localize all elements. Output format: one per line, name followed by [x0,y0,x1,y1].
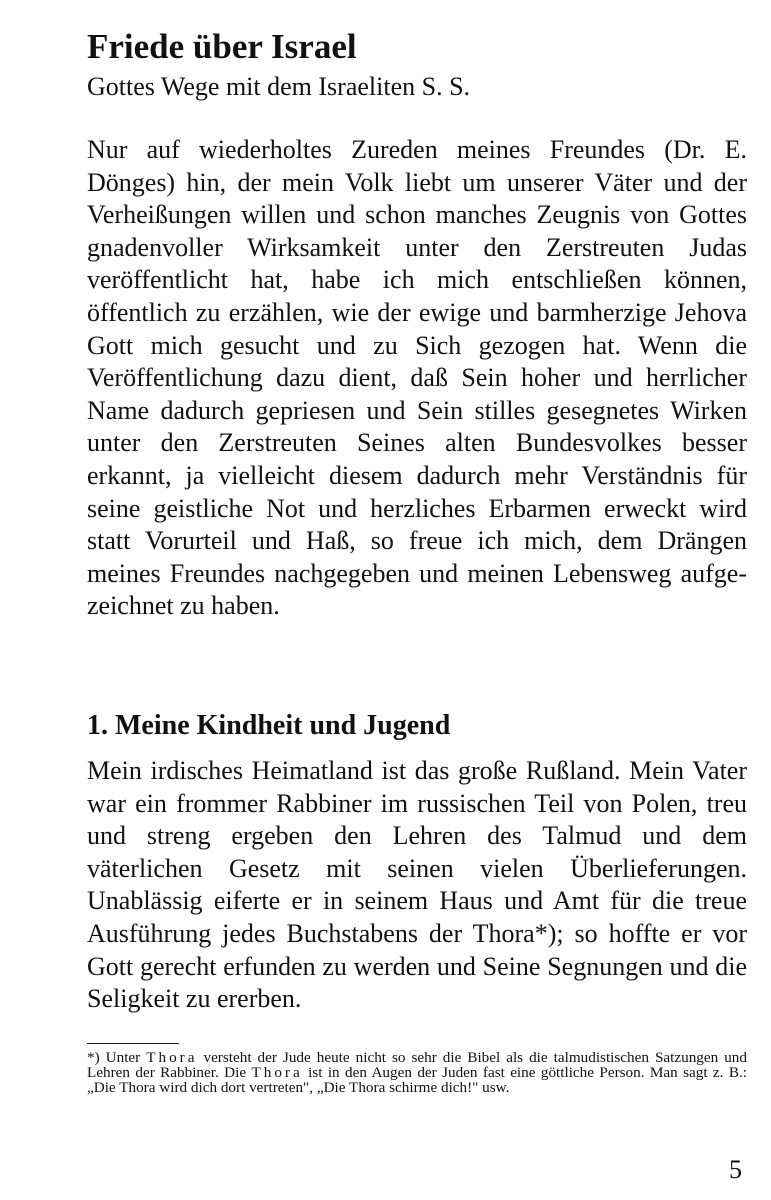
footnote-marker: *) Unter [87,1049,147,1066]
section-heading: 1. Meine Kindheit und Jugend [87,710,451,741]
section-paragraph: Mein irdisches Heimatland ist das große Rußland. Mein Vater war ein frommer Rabbiner im russischen Teil von Polen, treu und streng ergeben den Lehren des Talmud und dem väterlichen Gesetz mit seinen vielen Überlieferungen. Unablässig eiferte er in seinem Haus und Amt für die treue Ausführung jedes Buchstabens der Thora*); so hoffte er vor Gott gerecht erfunden zu werden und Seine Segnungen und die Seligkeit zu ererben. [87,756,747,1014]
footnote-divider [87,1043,179,1044]
page-subtitle: Gottes Wege mit dem Israeliten S. S. [87,72,471,101]
intro-paragraph: Nur auf wiederholtes Zureden meines Freundes (Dr. E. Dönges) hin, der mein Volk liebt um unserer Väter und der Verheißungen willen und schon manches Zeugnis von Gottes gnadenvoller Wirksamkeit unter den Zerstreuten Judas veröffentlicht hat, habe ich mich entschließen können, öffentlich zu erzählen, wie der ewige und barmherzige Jehova Gott mich gesucht und zu Sich gezogen hat. Wenn die Veröffentlichung dazu dient, daß Sein hoher und herrlicher Name dadurch gepriesen und Sein stilles gesegnetes Wirken unter den Zerstreuten Seines alten Bundesvolkes besser erkannt, ja vielleicht diesem dadurch mehr Verständnis für seine geistliche Not und herzliches Erbarmen erweckt wird statt Vorurteil und Haß, so freue ich mich, dem Drängen meines Freundes nachgegeben und meinen Lebensweg aufgezeichnet zu haben. [87,135,747,621]
page-number: 5 [729,1155,742,1184]
footnote-term: Thora [251,1064,303,1082]
page-title: Friede über Israel [87,27,357,66]
footnote-text: ist in den Augen der Juden fast eine göttliche Person. Man sagt z. B.: „Die Thora wird dich dort vertreten", „Die Thora schirme dich!" usw. [87,1064,747,1097]
footnote [87,1050,747,1096]
footnote-term: Thora [146,1049,198,1066]
footnote-text: versteht der Jude heute nicht so sehr die Bibel als die talmudistischen Satzungen und Lehren der Rabbiner. Die [87,1049,747,1082]
